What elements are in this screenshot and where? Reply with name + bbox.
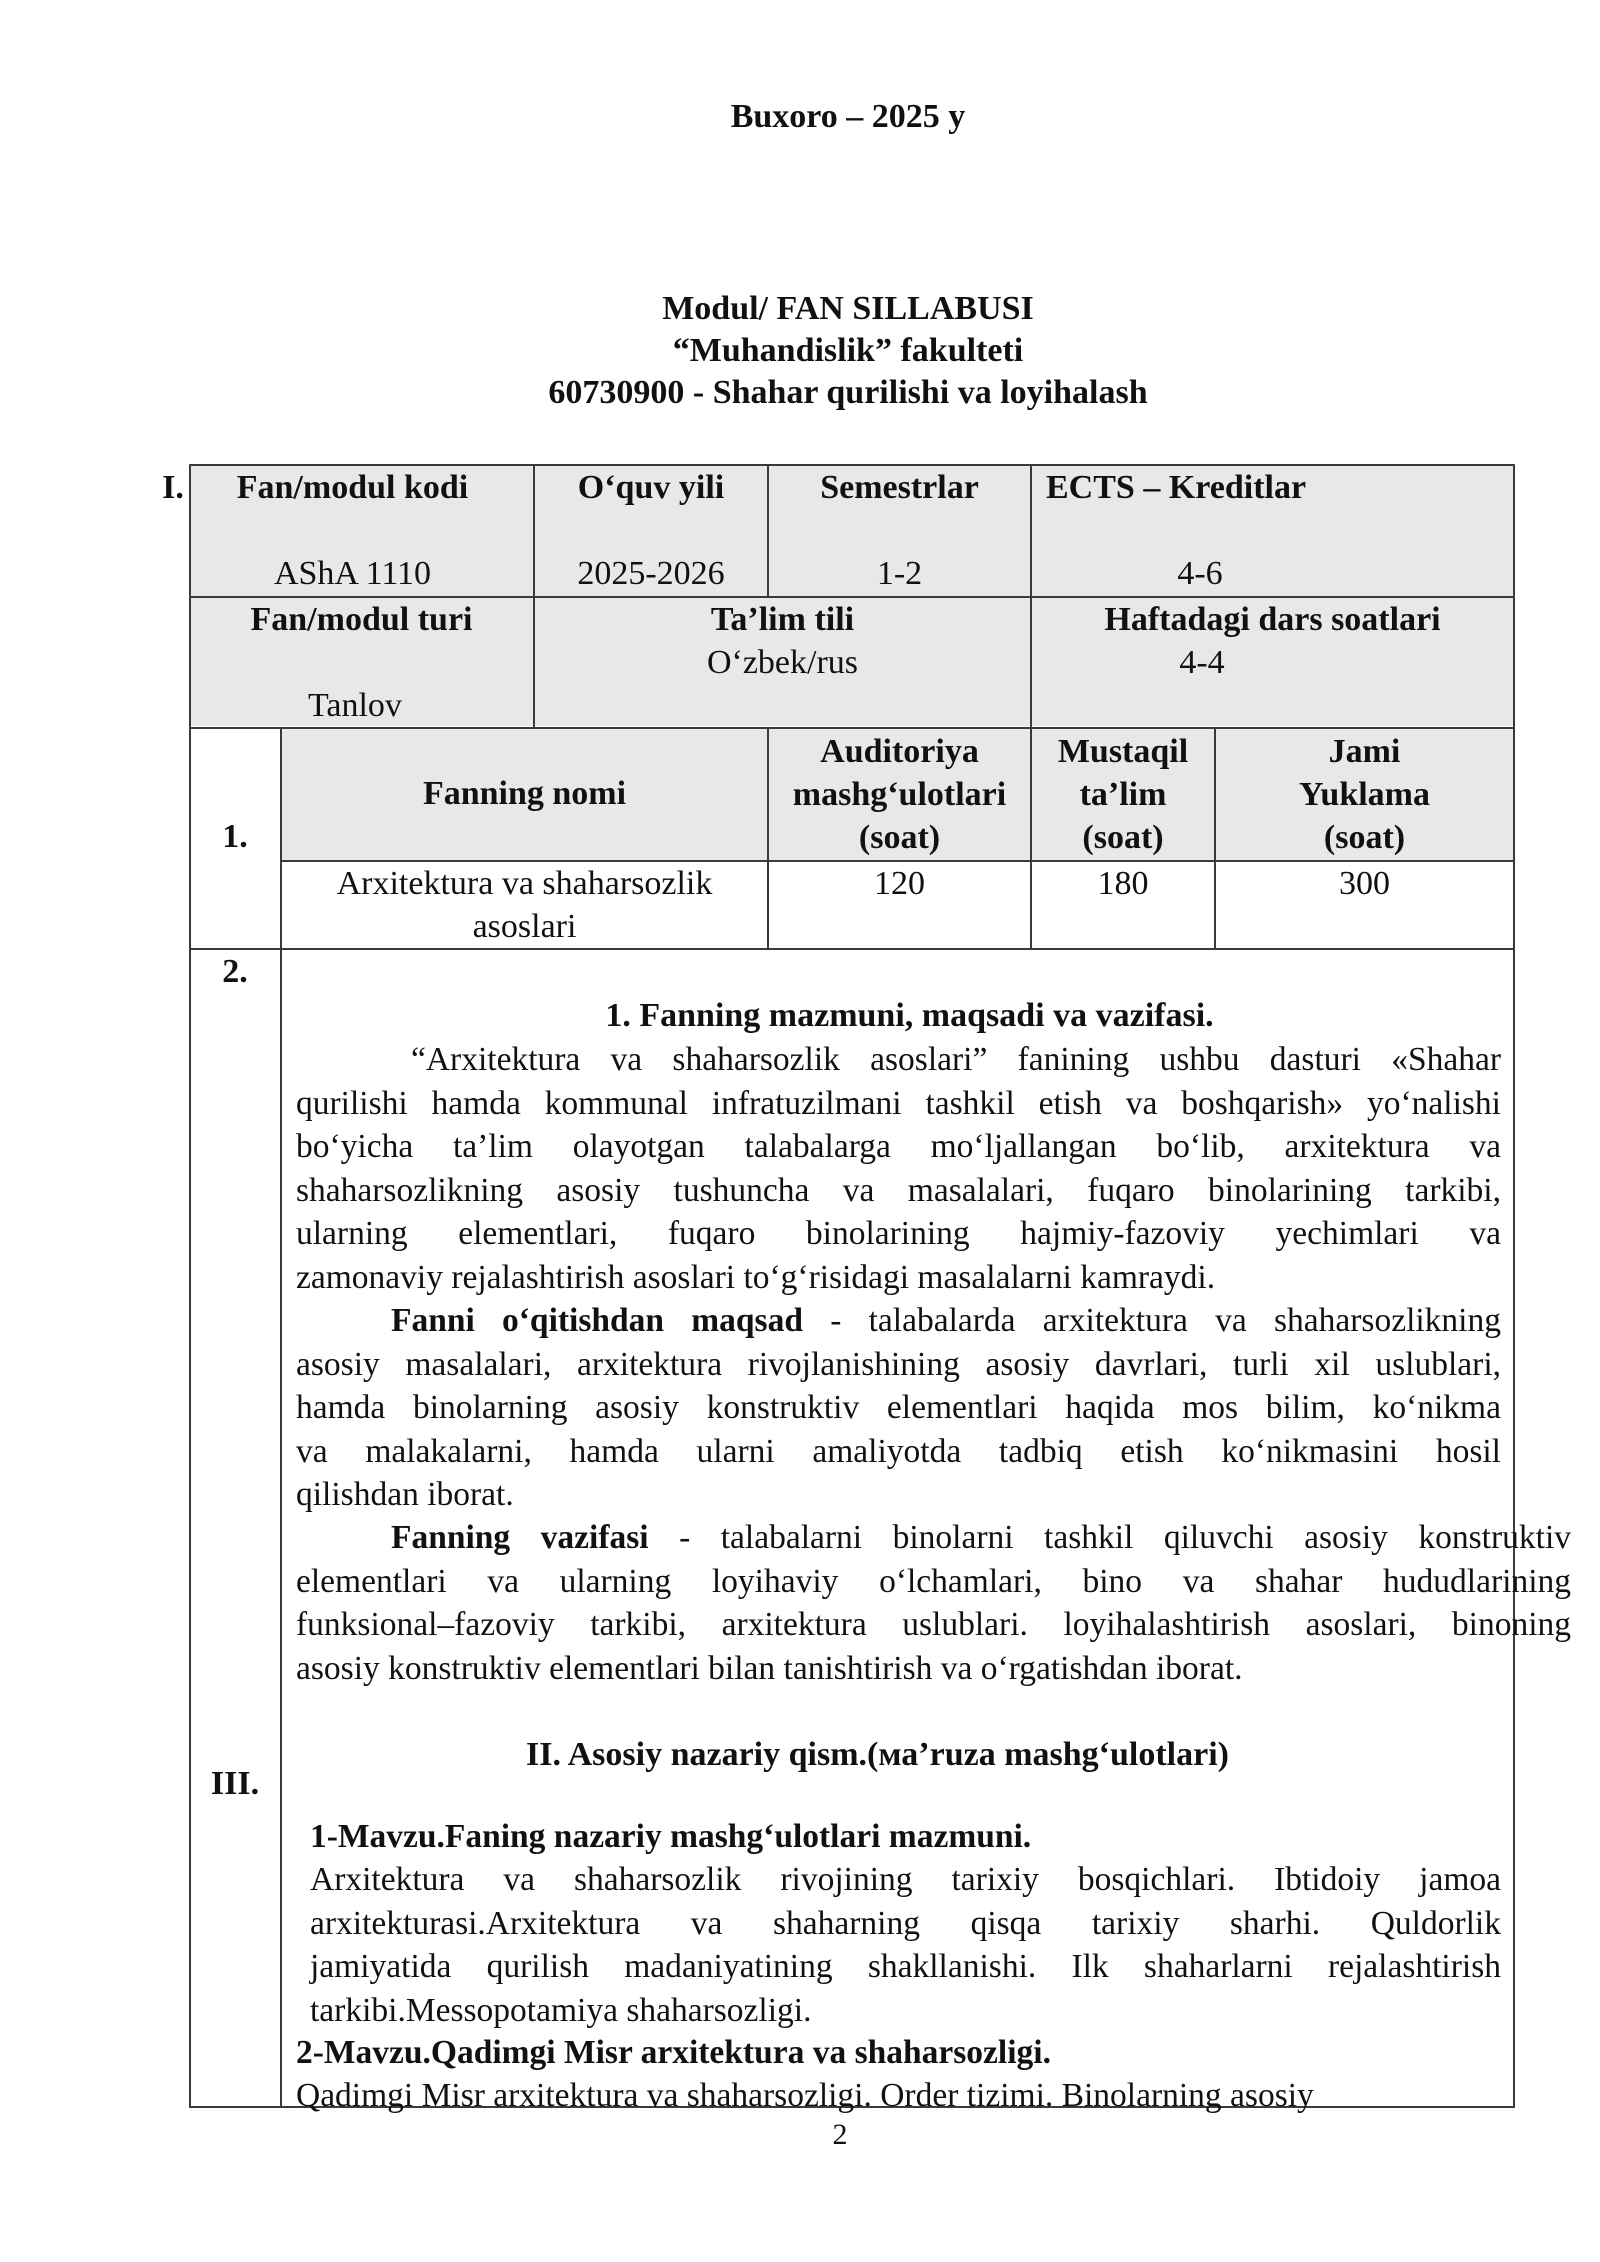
- tasks-paragraph: Fanning vazifasi - talabalarni binolarni tashkil qiluvchi asosiy konstruktiv elementlari va ularning loyihaviy o‘lchamlari, bino va shahar hududlarining funksional–fazoviy tarkibi, arxitektura uslublari. loyihalashtirish asoslari, binoning asosiy konstruktiv elementlari bilan tanishtirish va o‘rgatishdan iborat.: [296, 1519, 1571, 1687]
- total-hours: 300: [1339, 865, 1390, 902]
- topic1-title: 1-Mavzu.Faning nazariy mashg‘ulotlari mazmuni.: [310, 1818, 1032, 1855]
- row-label-i: I.: [162, 469, 184, 506]
- col-header-year: O‘quv yili: [577, 469, 725, 506]
- goal-label: Fanni o‘qitishdan maqsad: [391, 1302, 803, 1339]
- subject-name: Arxitektura va shaharsozlik asoslari: [336, 865, 713, 945]
- type-value: Tanlov: [308, 687, 402, 724]
- row-label-iii: III.: [210, 1765, 260, 1802]
- type-header: Fan/modul turi: [250, 601, 473, 638]
- row-label-2: 2.: [222, 953, 248, 990]
- faculty-name: “Muhandislik” fakulteti: [672, 332, 1024, 369]
- col-header-semesters: Semestrlar: [820, 469, 979, 506]
- language-value: O‘zbek/rus: [706, 644, 859, 681]
- section2-title: II. Asosiy nazariy qism.(ма’ruza mashg‘ulotlari): [526, 1736, 1229, 1773]
- col-header-code: Fan/modul kodi: [236, 469, 469, 506]
- document-title: Modul/ FAN SILLABUSI: [662, 290, 1034, 327]
- total-load-header: Jami Yuklama (soat): [1298, 733, 1431, 856]
- module-code: AShA 1110: [273, 555, 432, 592]
- ects-value: 4-6: [1177, 555, 1223, 592]
- semesters-value: 1-2: [876, 555, 923, 592]
- subject-name-header: Fanning nomi: [422, 775, 627, 812]
- city-year: Buxoro – 2025 y: [730, 98, 966, 135]
- language-header: Ta’lim tili: [710, 601, 855, 638]
- academic-year: 2025-2026: [577, 555, 725, 592]
- topic2-text: Qadimgi Misr arxitektura va shaharsozligi. Order tizimi. Binolarning asosiy: [296, 2077, 1314, 2114]
- tasks-label: Fanning vazifasi: [391, 1519, 649, 1556]
- weekly-hours-header: Haftadagi dars soatlari: [1104, 601, 1441, 638]
- auditory-hours-header: Auditoriya mashg‘ulotlari (soat): [792, 733, 1007, 856]
- topic2-title: 2-Mavzu.Qadimgi Misr arxitektura va shaharsozligi.: [296, 2034, 1051, 2071]
- page-number: 2: [832, 2118, 848, 2151]
- col-header-ects: ECTS – Kreditlar: [1046, 469, 1307, 506]
- independent-hours-header: Mustaqil ta’lim (soat): [1057, 733, 1189, 856]
- row-label-1: 1.: [222, 818, 248, 855]
- independent-hours: 180: [1097, 865, 1149, 902]
- auditory-hours: 120: [874, 865, 925, 902]
- topic1-paragraph: Arxitektura va shaharsozlik rivojining tarixiy bosqichlari. Ibtidoiy jamoa arxitekturasi.Arxitektura va shaharning qisqa tarixiy sharhi. Quldorlik jamiyatida qurilish madaniyatining shakllanishi. Ilk shaharlarni rejalashtirish tarkibi.Messopotamiya shaharsozligi.: [310, 1861, 1501, 2029]
- weekly-hours-value: 4-4: [1179, 644, 1225, 681]
- program-name: 60730900 - Shahar qurilishi va loyihalash: [548, 374, 1148, 411]
- goal-paragraph: Fanni o‘qitishdan maqsad - talabalarda arxitektura va shaharsozlikning asosiy masalalari, arxitektura rivojlanishining asosiy davrlari, turli xil uslublari, hamda binolarning asosiy konstruktiv elementlari haqida mos bilim, ko‘nikma va malakalarni, hamda ularni amaliyotda tadbiq etish ko‘nikmasini hosil qilishdan iborat.: [296, 1302, 1501, 1513]
- intro-paragraph: “Arxitektura va shaharsozlik asoslari” fanining ushbu dasturi «Shahar qurilishi hamda kommunal infratuzilmani tashkil etish va boshqarish» yo‘nalishi bo‘yicha ta’lim olayotgan talabalarga mo‘ljallangan bo‘lib, arxitektura va shaharsozlikning asosiy tushuncha va masalalari, fuqaro binolarining tarkibi, ularning elementlari, fuqaro binolarining hajmiy-fazoviy yechimlari va zamonaviy rejalashtirish asoslari to‘g‘risidagi masalalarni kamraydi.: [296, 1041, 1501, 1296]
- section1-title: 1. Fanning mazmuni, maqsadi va vazifasi.: [605, 997, 1214, 1034]
